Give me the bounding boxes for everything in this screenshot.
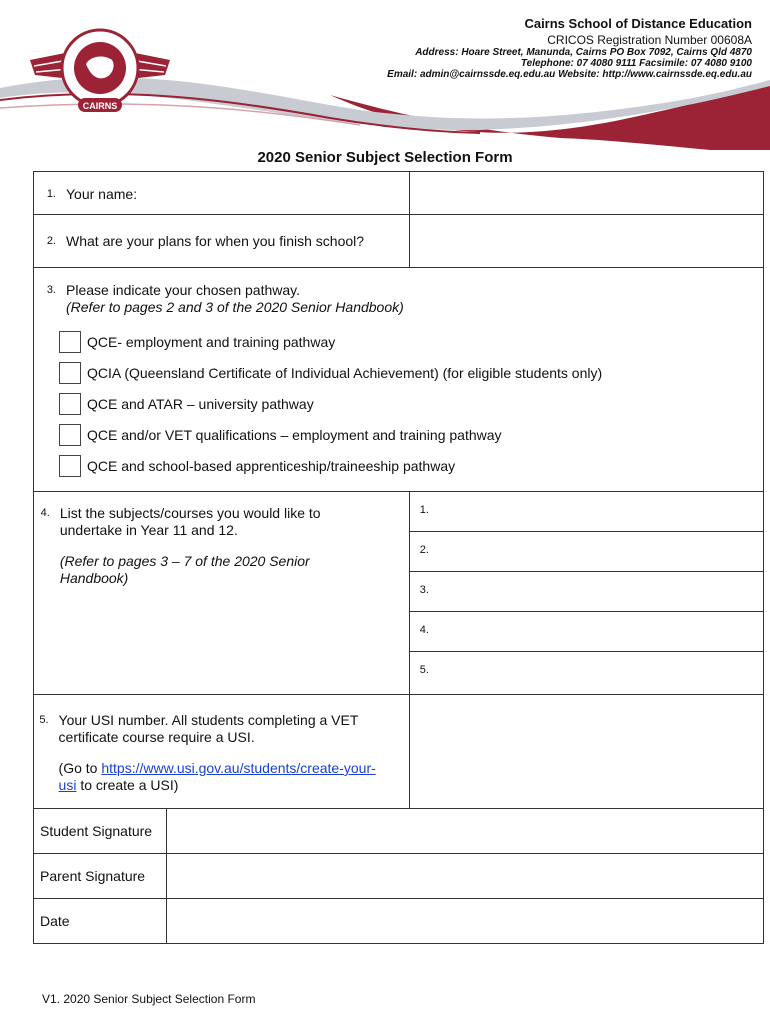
pathway-checkbox-4[interactable] [59,424,81,446]
school-address: Address: Hoare Street, Manunda, Cairns PO Box 7092, Cairns Qld 4870 [415,47,752,58]
pathway-option[interactable]: QCIA (Queensland Certificate of Individual Achievement) (for eligible students only) [59,357,763,388]
pathway-checkbox-5[interactable] [59,455,81,477]
student-signature-label: Student Signature [34,809,167,854]
cricos-number: CRICOS Registration Number 00608A [547,33,752,47]
pathway-checkbox-2[interactable] [59,362,81,384]
school-name: Cairns School of Distance Education [524,16,752,31]
question-usi: 5. Your USI number. All students completing a VET certificate course require a USI. (Go to https://www.usi.gov.au/students/create-your-usi to create a USI) [39,712,376,793]
question-subjects: 4. List the subjects/courses you would like to undertake in Year 11 and 12. (Refer to pages 3 – 7 of the 2020 Senior Handbook) [34,505,409,587]
usi-website-link[interactable]: https://www.usi.gov.au/students/create-your-usi [58,760,376,793]
signature-table [33,808,764,944]
question-pathway: 3. Please indicate your chosen pathway. (Refer to pages 2 and 3 of the 2020 Senior Handbook) [46,282,404,315]
date-label: Date [34,899,167,944]
school-contact-block [387,16,752,80]
pathway-checkbox-1[interactable] [59,331,81,353]
question-plans: 2. What are your plans for when you finish school? [46,233,365,249]
pathway-option[interactable]: QCE and school-based apprenticeship/traineeship pathway [59,450,763,481]
subjects-handbook-note: (Refer to pages 3 – 7 of the 2020 Senior Handbook) [59,553,310,586]
pathway-option[interactable]: QCE- employment and training pathway [59,326,763,357]
subject-field-3[interactable]: 3. [410,572,763,612]
form-title: 2020 Senior Subject Selection Form [257,149,513,166]
letterhead [0,0,770,150]
subject-field-1[interactable]: 1. [410,492,763,532]
footer-version: V1. 2020 Senior Subject Selection Form [42,992,256,1006]
name-answer-field[interactable] [409,172,763,215]
selection-form-table [33,171,764,809]
pathway-option[interactable]: QCE and/or VET qualifications – employment and training pathway [59,419,763,450]
pathway-checkbox-3[interactable] [59,393,81,415]
subject-field-5[interactable]: 5. [419,664,429,676]
student-signature-field[interactable] [166,809,763,854]
pathway-option[interactable]: QCE and ATAR – university pathway [59,388,763,419]
parent-signature-label: Parent Signature [34,854,167,899]
usi-answer-field[interactable] [409,695,763,809]
subject-field-2[interactable]: 2. [410,532,763,572]
school-telephone: Telephone: 07 4080 9111 Facsimile: 07 4080 9100 [520,58,752,69]
school-email-website: Email: admin@cairnssde.eq.edu.au Website: http://www.cairnssde.eq.edu.au [387,69,752,80]
pathway-options [34,326,763,481]
pathway-handbook-note: (Refer to pages 2 and 3 of the 2020 Senior Handbook) [66,299,404,315]
svg-text:CAIRNS: CAIRNS [82,101,118,111]
plans-answer-field[interactable] [409,215,763,268]
question-name: 1. Your name: [46,186,138,202]
parent-signature-field[interactable] [166,854,763,899]
school-logo [20,20,180,120]
subject-field-4[interactable]: 4. [410,612,763,652]
subjects-list [409,492,763,695]
date-field[interactable] [166,899,763,944]
